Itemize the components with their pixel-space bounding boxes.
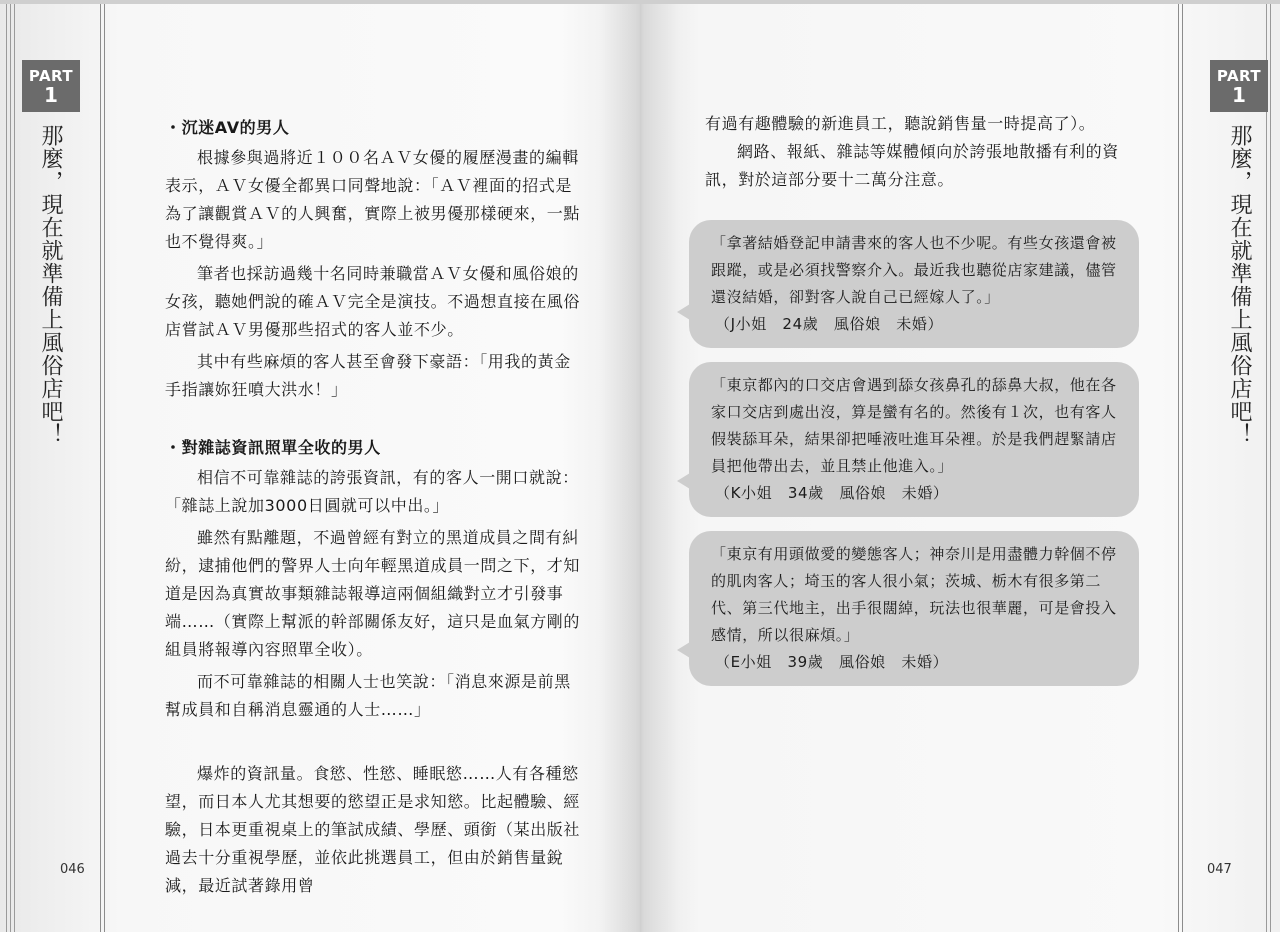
section-heading: ・對雜誌資訊照單全收的男人 bbox=[165, 438, 381, 457]
page-edge-line bbox=[100, 4, 101, 932]
page-number: 047 bbox=[1207, 862, 1232, 877]
intro-paragraph: 網路、報紙、雜誌等媒體傾向於誇張地散播有利的資訊，對於這部分要十二萬分注意。 bbox=[705, 142, 1119, 189]
interviewee-info: （J小姐 24歲 風俗娘 未婚） bbox=[715, 315, 944, 333]
intro-line: 有過有趣體驗的新進員工，聽說銷售量一時提高了）。 bbox=[705, 114, 1096, 133]
body-paragraph: 筆者也採訪過幾十名同時兼職當ＡＶ女優和風俗娘的女孩，聽她們說的確ＡＶ完全是演技。不過想直接在風俗店嘗試ＡＶ男優那些招式的客人並不少。 bbox=[165, 264, 581, 339]
interview-bubble bbox=[689, 362, 1139, 517]
page-edge-line bbox=[104, 4, 105, 932]
body-paragraph: 雖然有點離題，不過曾經有對立的黑道成員之間有糾紛，逮捕他們的警界人士向年輕黑道成員一問之下，才知道是因為真實故事類雜誌報導這兩個組織對立才引發事端……（實際上幫派的幹部關係友好，這只是血氣方剛的組員將報導內容照單全收）。 bbox=[165, 528, 581, 659]
body-paragraph: 根據參與過將近１００名ＡＶ女優的履歷漫畫的編輯表示，ＡＶ女優全都異口同聲地說：「ＡＶ裡面的招式是為了讓觀賞ＡＶ的人興奮，實際上被男優那樣硬來，一點也不覺得爽。」 bbox=[165, 148, 581, 251]
section-heading: ・沉迷AV的男人 bbox=[165, 118, 290, 137]
body-paragraph: 其中有些麻煩的客人甚至會發下豪語：「用我的黃金手指讓妳狂噴大洪水！」 bbox=[165, 352, 571, 399]
interviewee-info: （E小姐 39歲 風俗娘 未婚） bbox=[715, 653, 949, 671]
chapter-title-vertical: 那麼，現在就準備上風俗店吧！ bbox=[38, 124, 63, 446]
interview-bubble bbox=[689, 220, 1139, 348]
body-paragraph: 相信不可靠雜誌的誇張資訊，有的客人一開口就說：「雜誌上說加3000日圓就可以中出。」 bbox=[165, 468, 579, 515]
page-edge-line bbox=[6, 4, 7, 932]
part-tab bbox=[22, 60, 80, 112]
interviewee-info: （K小姐 34歲 風俗娘 未婚） bbox=[715, 484, 949, 502]
right-body-text bbox=[705, 110, 1150, 700]
body-paragraph: 而不可靠雜誌的相關人士也笑說：「消息來源是前黑幫成員和自稱消息靈通的人士……」 bbox=[165, 672, 571, 719]
page-edge-line bbox=[1270, 4, 1271, 932]
chapter-title-vertical: 那麼，現在就準備上風俗店吧！ bbox=[1227, 124, 1252, 446]
part-label: PART bbox=[1216, 67, 1262, 85]
page-edge-line bbox=[1266, 4, 1267, 932]
interview-quote: 「東京有用頭做愛的變態客人；神奈川是用盡體力幹個不停的肌肉客人；埼玉的客人很小氣；茨城、栃木有很多第二代、第三代地主，出手很闊綽，玩法也很華麗，可是會投入感情，所以很麻煩。」 bbox=[711, 545, 1117, 644]
page-edge-line bbox=[1178, 4, 1179, 932]
body-paragraph: 爆炸的資訊量。食慾、性慾、睡眠慾……人有各種慾望，而日本人尤其想要的慾望正是求知慾。比起體驗、經驗，日本更重視桌上的筆試成績、學歷、頭銜（某出版社過去十分重視學歷，並依此挑選員工，但由於銷售量銳減，最近試著錄用曾 bbox=[165, 764, 581, 895]
left-page bbox=[0, 4, 640, 932]
page-edge-line bbox=[1182, 4, 1183, 932]
interview-quote: 「拿著結婚登記申請書來的客人也不少呢。有些女孩還會被跟蹤，或是必須找警察介入。最近我也聽從店家建議，儘管還沒結婚，卻對客人說自己已經嫁人了。」 bbox=[711, 234, 1117, 306]
part-tab bbox=[1210, 60, 1268, 112]
part-label: PART bbox=[28, 67, 74, 85]
left-body-text bbox=[165, 114, 585, 904]
page-number: 046 bbox=[60, 862, 85, 877]
interview-bubbles bbox=[689, 220, 1139, 686]
page-edge-line bbox=[14, 4, 15, 932]
interview-quote: 「東京都內的口交店會遇到舔女孩鼻孔的舔鼻大叔，他在各家口交店到處出沒，算是蠻有名的。然後有１次，也有客人假裝舔耳朵，結果卻把唾液吐進耳朵裡。於是我們趕緊請店員把他帶出去，並且禁止他進入。」 bbox=[711, 376, 1117, 475]
part-number: 1 bbox=[44, 83, 58, 107]
intro-text bbox=[705, 110, 1150, 194]
interview-bubble bbox=[689, 531, 1139, 686]
page-edge-line bbox=[10, 4, 11, 932]
gutter-shadow bbox=[600, 4, 680, 932]
part-number: 1 bbox=[1232, 83, 1246, 107]
